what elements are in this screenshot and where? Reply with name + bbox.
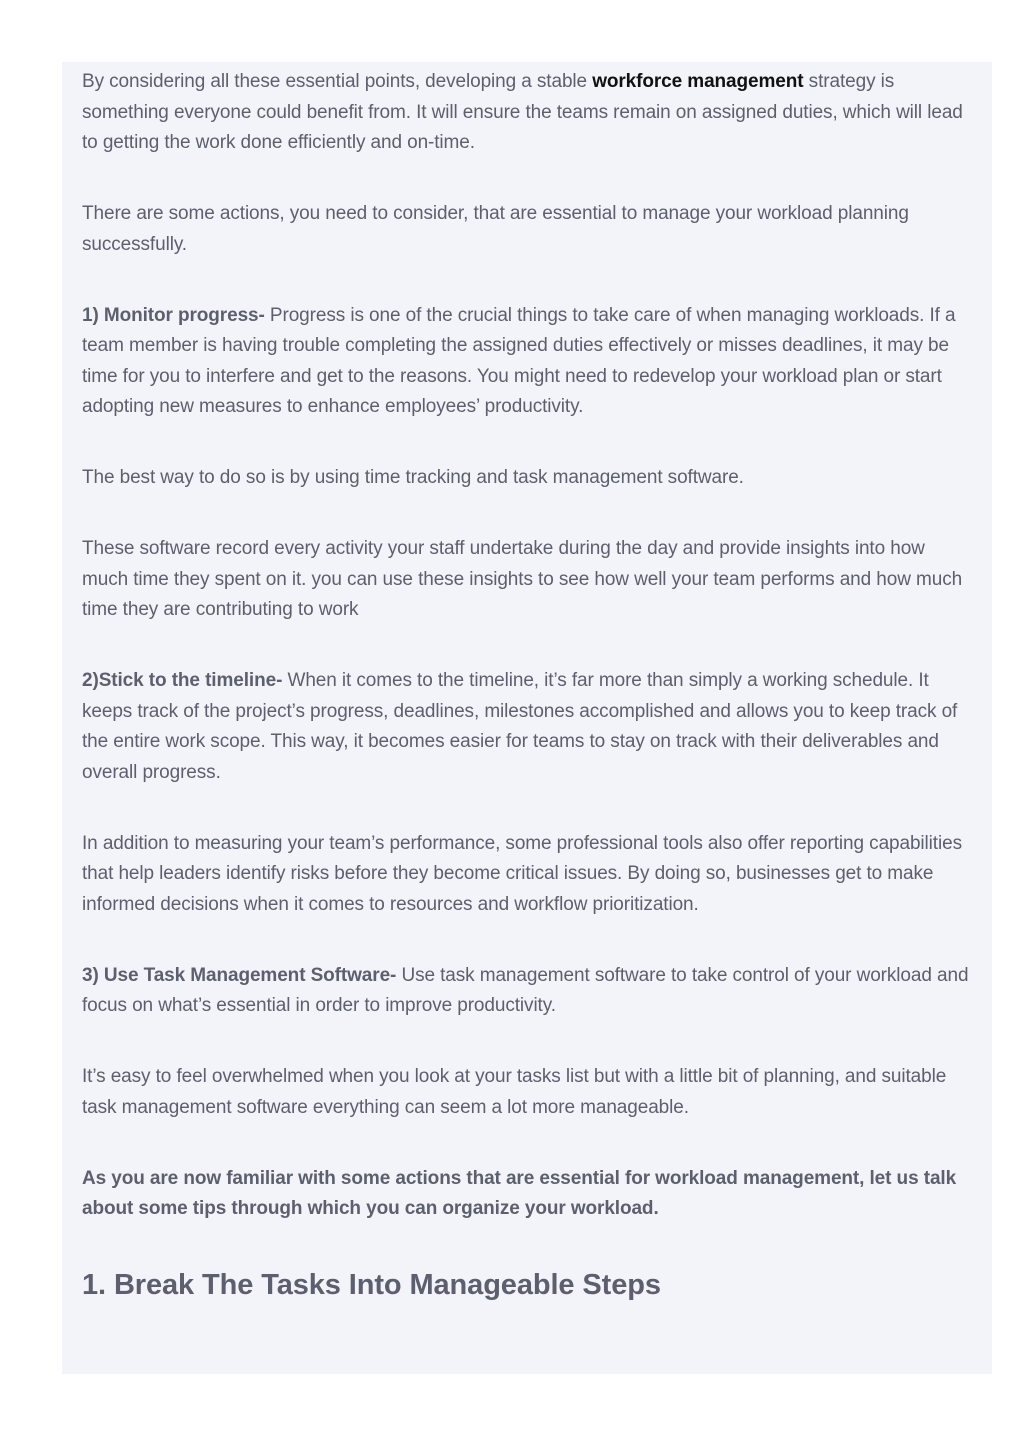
paragraph-intro-text-after: strategy is something everyone could benefit from. It will ensure the teams remain on assigned duties, which will lead to getting the work done efficiently and on-time. [82, 71, 963, 153]
workforce-management-link[interactable]: workforce management [592, 71, 804, 92]
paragraph-intro [82, 67, 972, 159]
paragraph-timeline [82, 666, 972, 788]
monitor-progress-text: Progress is one of the crucial things to take care of when managing workloads. If a team member is having trouble completing the assigned duties effectively or misses deadlines, it may be time for you to interfere and get to the reasons. You might need to redevelop your workload plan or start adopting new measures to enhance employees’ productivity. [82, 304, 956, 417]
paragraph-best-way: The best way to do so is by using time tracking and task management software. [82, 467, 744, 488]
paragraph-actions-intro: There are some actions, you need to consider, that are essential to manage your workload planning successfully. [82, 203, 909, 255]
monitor-progress-label: 1) Monitor progress- [82, 304, 265, 326]
paragraph-reporting: In addition to measuring your team’s performance, some professional tools also offer reporting capabilities that help leaders identify risks before they become critical issues. By doing so, businesses get to make informed decisions when it comes to resources and workflow prioritization. [82, 832, 962, 915]
paragraph-software-record: These software record every activity your staff undertake during the day and provide insights into how much time they spent on it. you can use these insights to see how well your team performs and how much time they are contributing to work [82, 538, 963, 620]
paragraph-intro-text-before: By considering all these essential points, developing a stable [82, 71, 593, 92]
paragraph-monitor-progress [82, 301, 972, 423]
timeline-label: 2)Stick to the timeline- [82, 670, 283, 691]
task-software-text: Use task management software to take control of your workload and focus on what’s essential in order to improve productivity. [82, 964, 969, 1016]
paragraph-task-software [82, 961, 972, 1022]
task-software-label: 3) Use Task Management Software- [82, 964, 397, 986]
paragraph-overwhelmed: It’s easy to feel overwhelmed when you look at your tasks list but with a little bit of planning, and suitable task management software everything can seem a lot more manageable. [82, 1066, 947, 1118]
timeline-text: When it comes to the timeline, it’s far more than simply a working schedule. It keeps track of the project’s progress, deadlines, milestones accomplished and allows you to keep track of the entire work scope. This way, it becomes easier for teams to stay on track with their deliverables and overall progress. [82, 670, 958, 783]
section-heading: 1. Break The Tasks Into Manageable Steps [82, 1269, 661, 1301]
paragraph-transition: As you are now familiar with some actions that are essential for workload management, let us talk about some tips through which you can organize your workload. [82, 1167, 957, 1219]
article-body [82, 67, 972, 1305]
